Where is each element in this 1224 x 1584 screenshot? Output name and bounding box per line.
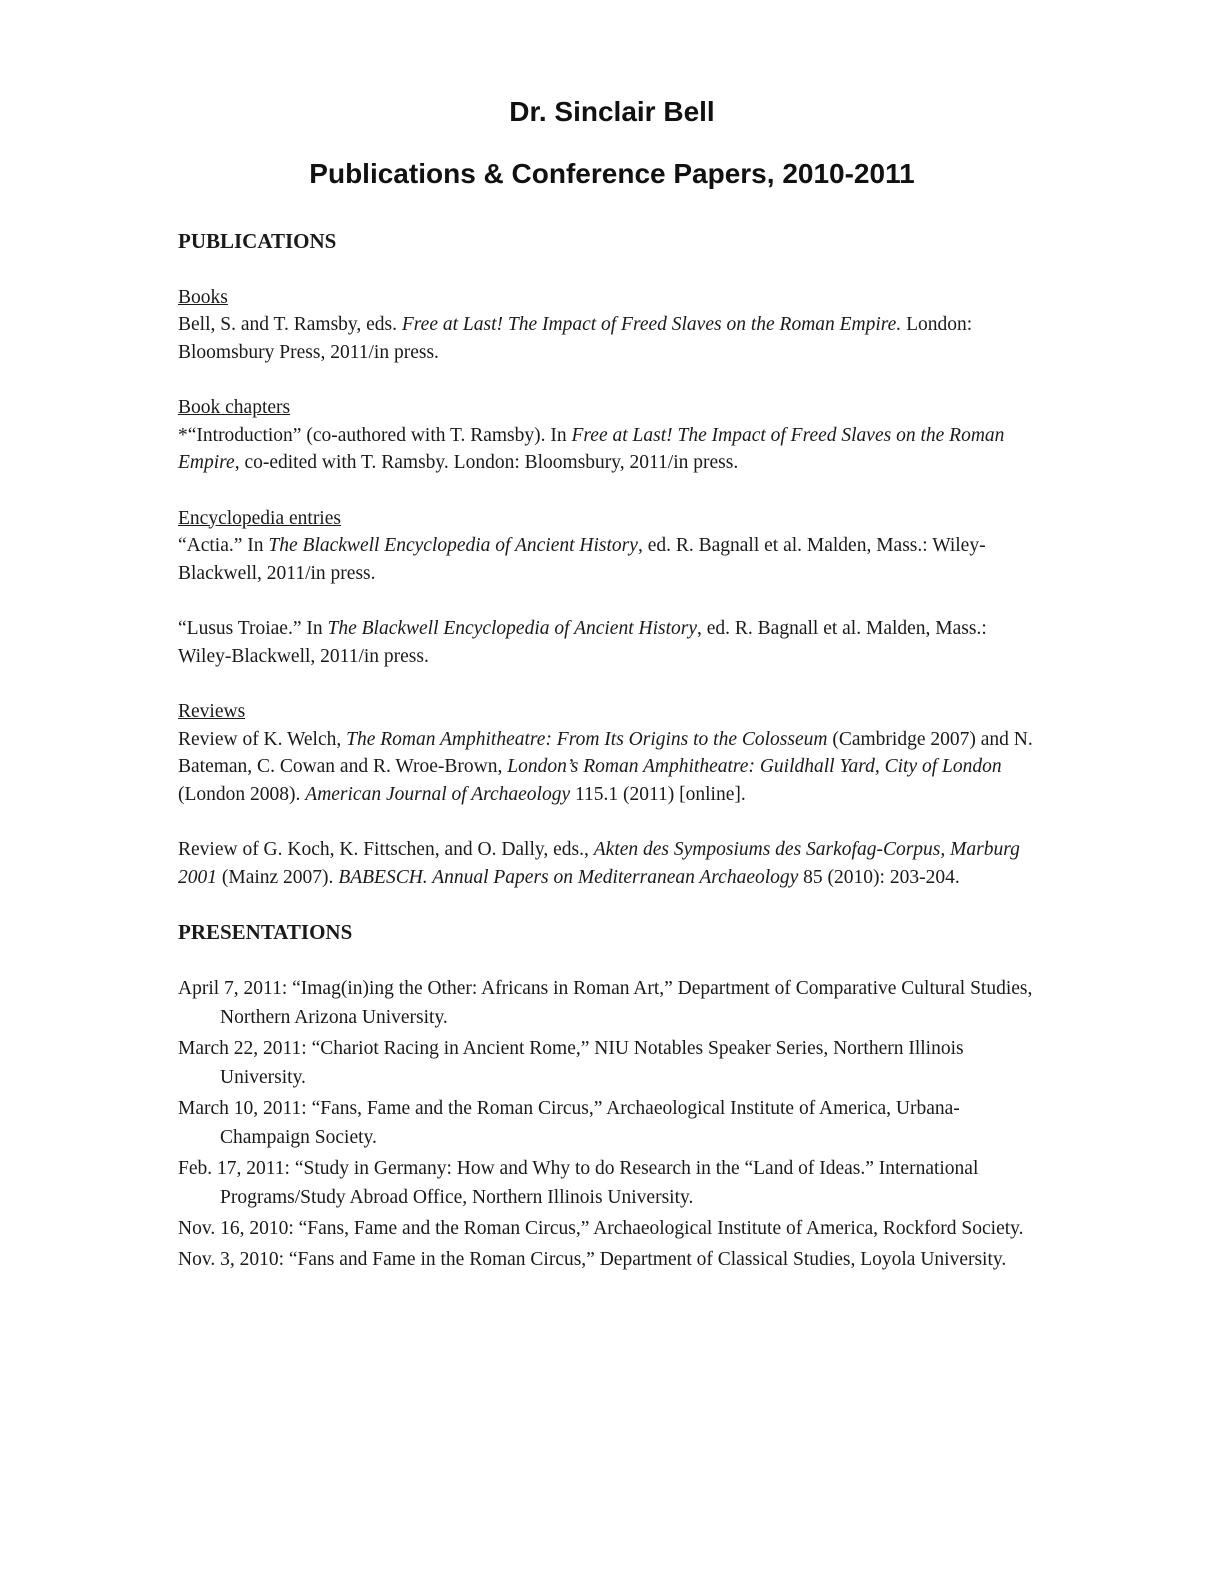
- encyclopedia-entry: “Lusus Troiae.” In The Blackwell Encyclopedia of Ancient History, ed. R. Bagnall et al. Malden, Mass.: Wiley-Blackwell, 2011/in press.: [178, 618, 987, 667]
- reviews-section: [178, 698, 1038, 891]
- presentations-heading: PRESENTATIONS: [178, 920, 353, 944]
- presentation-item: March 22, 2011: “Chariot Racing in Ancient Rome,” NIU Notables Speaker Series, Northern Illinois University.: [178, 1037, 964, 1088]
- document-title: Publications & Conference Papers, 2010-2011: [309, 158, 915, 189]
- presentation-item: Feb. 17, 2011: “Study in Germany: How and Why to do Research in the “Land of Ideas.” International Programs/Study Abroad Office, Northern Illinois University.: [178, 1157, 979, 1208]
- book-chapters-section: [178, 394, 1038, 477]
- book-chapters-heading: Book chapters: [178, 397, 291, 418]
- encyclopedia-section: [178, 505, 1038, 671]
- encyclopedia-heading: Encyclopedia entries: [178, 507, 341, 529]
- presentation-item: April 7, 2011: “Imag(in)ing the Other: Africans in Roman Art,” Department of Comparative Cultural Studies, Northern Arizona University.: [178, 977, 1033, 1028]
- book-chapter-entry: *“Introduction” (co-authored with T. Ramsby). In Free at Last! The Impact of Freed Slaves on the Roman Empire, co-edited with T. Ramsby. London: Bloomsbury, 2011/in press.: [178, 424, 1005, 473]
- publications-heading: PUBLICATIONS: [178, 229, 337, 253]
- book-entry: Bell, S. and T. Ramsby, eds. Free at Last! The Impact of Freed Slaves on the Roman Empire. London: Bloomsbury Press, 2011/in press.: [178, 314, 973, 363]
- encyclopedia-entry: “Actia.” In The Blackwell Encyclopedia of Ancient History, ed. R. Bagnall et al. Malden, Mass.: Wiley-Blackwell, 2011/in press.: [178, 535, 986, 584]
- reviews-heading: Reviews: [178, 701, 246, 722]
- document-body: [178, 228, 1038, 1276]
- review-entry: Review of G. Koch, K. Fittschen, and O. Dally, eds., Akten des Symposiums des Sarkofag-Corpus, Marburg 2001 (Mainz 2007). BABESCH. Annual Papers on Mediterranean Archaeology 85 (2010): 203-204.: [178, 839, 1020, 888]
- presentation-item: Nov. 16, 2010: “Fans, Fame and the Roman Circus,” Archaeological Institute of America, Rockford Society.: [178, 1217, 1024, 1239]
- presentations-list: [178, 974, 1038, 1274]
- author-name: Dr. Sinclair Bell: [509, 96, 715, 127]
- review-entry: Review of K. Welch, The Roman Amphitheatre: From Its Origins to the Colosseum (Cambridge 2007) and N. Bateman, C. Cowan and R. Wroe-Brown, London’s Roman Amphitheatre: Guildhall Yard, City of London (London 2008). American Journal of Archaeology 115.1 (2011) [online].: [178, 728, 1033, 805]
- books-section: [178, 284, 1038, 367]
- presentation-item: March 10, 2011: “Fans, Fame and the Roman Circus,” Archaeological Institute of America, Urbana-Champaign Society.: [178, 1097, 960, 1148]
- presentation-item: Nov. 3, 2010: “Fans and Fame in the Roman Circus,” Department of Classical Studies, Loyola University.: [178, 1248, 1007, 1270]
- books-heading: Books: [178, 286, 228, 308]
